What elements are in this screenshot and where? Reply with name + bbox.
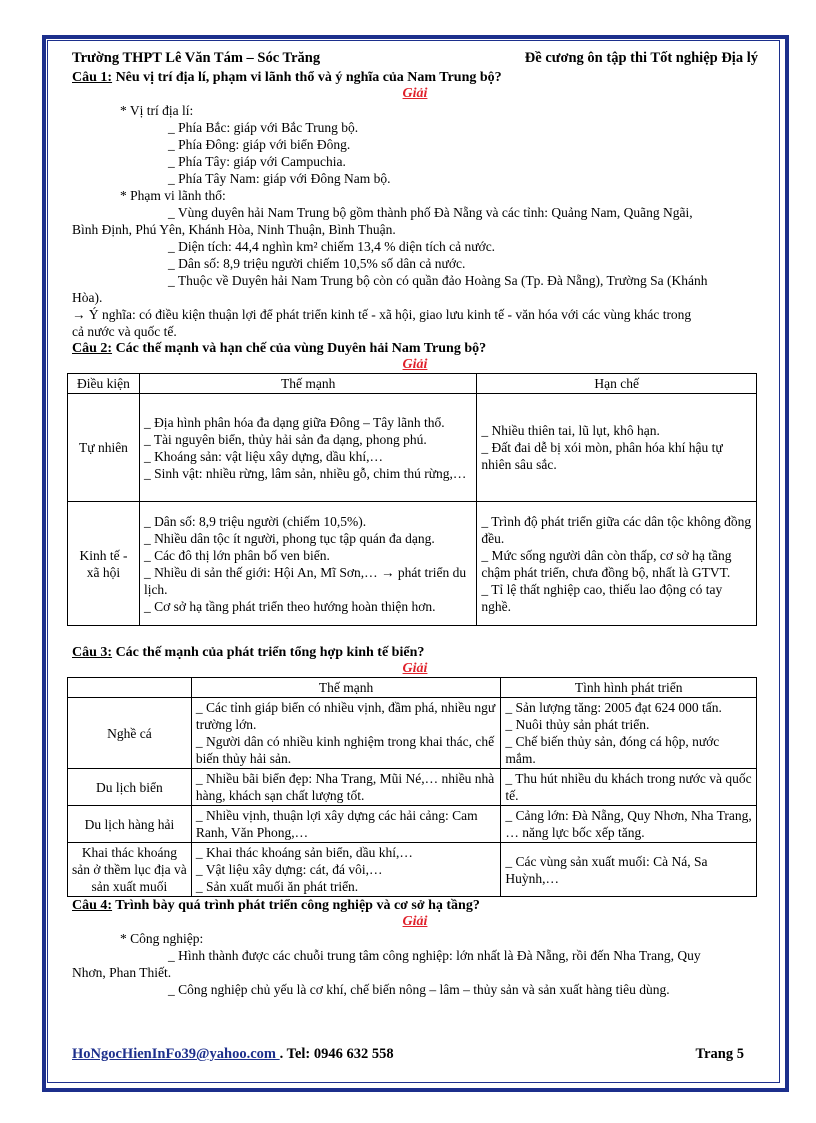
list-item: _ Phía Tây: giáp với Campuchia. <box>168 154 346 169</box>
question-text: Các thế mạnh và hạn chế của vùng Duyên hải Nam Trung bộ? <box>112 341 487 356</box>
cell-line: _ Người dân có nhiều kinh nghiệm trong khai thác, chế biến thủy hải sản. <box>195 734 495 766</box>
page-footer <box>72 1046 744 1063</box>
col-header <box>68 678 192 698</box>
contact <box>72 1046 394 1063</box>
table-row <box>68 806 757 843</box>
answer-heading: Giải <box>402 914 428 929</box>
cell-line: _ Trình độ phát triển giữa các dân tộc không đồng đều. <box>481 513 752 546</box>
cell-line: _ Cảng lớn: Đà Nẵng, Quy Nhơn, Nha Trang, … năng lực bốc xếp tăng. <box>505 808 752 840</box>
col-header: Tình hình phát triển <box>501 678 757 698</box>
list-item-cont: Nhơn, Phan Thiết. <box>72 965 172 980</box>
cell-line: _ Vật liệu xây dựng: cát, đá vôi,… <box>195 862 383 877</box>
cell-line: _ Địa hình phân hóa đa dạng giữa Đông – Tây lãnh thổ. <box>143 414 445 430</box>
table-header <box>68 678 757 698</box>
limits-cell <box>477 394 757 502</box>
answer-heading: Giải <box>402 86 428 101</box>
row-label: Kinh tế - xã hội <box>68 502 140 626</box>
cell-line: _ Tỉ lệ thất nghiệp cao, thiếu lao động có tay nghề. <box>481 581 723 614</box>
cell-line: _ Sinh vật: nhiều rừng, lâm sản, nhiều gỗ, chim thú rừng,… <box>143 465 467 481</box>
question-number: Câu 1: <box>72 70 113 85</box>
section-title: * Công nghiệp: <box>120 931 204 946</box>
cell-line: _ Nhiều dân tộc ít người, phong tục tập quán đa dạng. <box>143 530 435 546</box>
strengths-cell <box>191 843 501 897</box>
significance: → Ý nghĩa: có điều kiện thuận lợi để phát triển kinh tế - xã hội, giao lưu kinh tế - văn hóa với các vùng khác trong <box>72 307 692 322</box>
question-text: Các thế mạnh của phát triển tổng hợp kinh tế biển? <box>112 645 425 660</box>
list-item: _ Phía Tây Nam: giáp với Đông Nam bộ. <box>168 171 391 186</box>
list-item: _ Phía Đông: giáp với biển Đông. <box>168 137 351 152</box>
dev-cell <box>501 843 757 897</box>
page-number: Trang 5 <box>695 1046 744 1062</box>
cell-line: _ Sản xuất muối ăn phát triển. <box>195 879 359 894</box>
list-item-cont: Hòa). <box>72 290 103 305</box>
strengths-cell <box>191 698 501 769</box>
cell-line: _ Nhiều vịnh, thuận lợi xây dựng các hải cảng: Cam Ranh, Văn Phong,… <box>195 808 478 840</box>
table-strengths-limits <box>67 373 757 626</box>
cell-line: _ Nhiều di sản thế giới: Hội An, Mĩ Sơn,… → phát triển du lịch. <box>143 564 467 597</box>
question-1 <box>72 69 758 86</box>
table-row <box>68 769 757 806</box>
strengths-cell <box>191 806 501 843</box>
row-label: Tự nhiên <box>68 394 140 502</box>
question-3 <box>72 644 758 661</box>
cell-line: _ Tài nguyên biển, thủy hải sản đa dạng, phong phú. <box>143 431 427 447</box>
col-header: Điều kiện <box>68 374 140 394</box>
school-name: Trường THPT Lê Văn Tám – Sóc Trăng <box>72 50 321 66</box>
list-item: _ Phía Bắc: giáp với Bắc Trung bộ. <box>168 120 359 135</box>
cell-line: _ Khai thác khoáng sản biển, dầu khí,… <box>195 845 413 860</box>
row-label: Nghề cá <box>68 698 192 769</box>
table-marine-economy <box>67 677 757 897</box>
question-2 <box>72 340 758 357</box>
list-item: _ Công nghiệp chủ yếu là cơ khí, chế biến nông – lâm – thủy sản và sản xuất hàng tiêu dùng. <box>168 982 670 997</box>
cell-line: _ Mức sống người dân còn thấp, cơ sở hạ tầng chậm phát triển, chưa đồng bộ, nhất là GTVT. <box>481 547 732 580</box>
question-4 <box>72 897 758 914</box>
list-item-cont: Bình Định, Phú Yên, Khánh Hòa, Ninh Thuận, Bình Thuận. <box>72 222 396 237</box>
cell-line: _ Các vùng sản xuất muối: Cà Ná, Sa Huỳnh,… <box>505 853 708 886</box>
cell-line: _ Nuôi thủy sản phát triển. <box>505 717 650 732</box>
cell-line: _ Nhiều bãi biển đẹp: Nha Trang, Mũi Né,… nhiều nhà hàng, khách sạn chất lượng tốt. <box>195 771 495 803</box>
answer-heading: Giải <box>402 357 428 372</box>
significance-cont: cả nước và quốc tế. <box>72 324 177 339</box>
cell-line: _ Dân số: 8,9 triệu người (chiếm 10,5%). <box>143 513 367 529</box>
dev-cell <box>501 806 757 843</box>
page-header <box>72 50 758 69</box>
table-row <box>68 394 757 502</box>
phone: . Tel: 0946 632 558 <box>279 1046 394 1062</box>
document-title: Đề cương ôn tập thi Tốt nghiệp Địa lý <box>524 50 758 66</box>
cell-line: _ Chế biến thủy sản, đóng cá hộp, nước mắm. <box>505 734 720 766</box>
table-row <box>68 502 757 626</box>
section-title: * Phạm vi lãnh thổ: <box>120 188 226 203</box>
cell-line: _ Nhiều thiên tai, lũ lụt, khô hạn. <box>481 423 660 438</box>
cell-line: _ Thu hút nhiều du khách trong nước và quốc tế. <box>505 771 752 803</box>
row-label: Du lịch hàng hải <box>68 806 192 843</box>
cell-line: _ Các tỉnh giáp biển có nhiều vịnh, đầm phá, nhiều ngư trường lớn. <box>195 700 496 732</box>
question-number: Câu 2: <box>72 341 113 356</box>
question-number: Câu 3: <box>72 645 113 660</box>
dev-cell <box>501 698 757 769</box>
question-text: Nêu vị trí địa lí, phạm vi lãnh thổ và ý nghĩa của Nam Trung bộ? <box>112 70 502 85</box>
col-header: Thế mạnh <box>139 374 476 394</box>
list-item: _ Thuộc về Duyên hải Nam Trung bộ còn có quần đảo Hoàng Sa (Tp. Đà Nẵng), Trường Sa (Khánh <box>168 273 708 288</box>
limits-cell <box>477 502 757 626</box>
list-item: _ Vùng duyên hải Nam Trung bộ gồm thành phố Đà Nẵng và các tỉnh: Quảng Nam, Quãng Ngãi, <box>168 205 693 220</box>
col-header: Hạn chế <box>477 374 757 394</box>
cell-line: _ Các đô thị lớn phân bố ven biển. <box>143 547 330 563</box>
list-item: _ Diện tích: 44,4 nghìn km² chiếm 13,4 % diện tích cả nước. <box>168 239 496 254</box>
section-title: * Vị trí địa lí: <box>120 103 194 118</box>
list-item: _ Dân số: 8,9 triệu người chiếm 10,5% số dân cả nước. <box>168 256 466 271</box>
answer-heading: Giải <box>402 661 428 676</box>
row-label: Du lịch biển <box>68 769 192 806</box>
cell-line: _ Khoáng sản: vật liệu xây dựng, dầu khí,… <box>143 448 383 464</box>
strengths-cell <box>191 769 501 806</box>
table-row <box>68 698 757 769</box>
email-link[interactable]: HoNgocHienInFo39@yahoo.com <box>72 1046 280 1062</box>
strengths-cell <box>139 502 476 626</box>
question-number: Câu 4: <box>72 898 113 913</box>
list-item: _ Hình thành được các chuỗi trung tâm công nghiệp: lớn nhất là Đà Nẵng, rồi đến Nha Trang, Quy <box>168 948 701 963</box>
page-content <box>72 50 758 998</box>
table-header <box>68 374 757 394</box>
col-header: Thế mạnh <box>191 678 501 698</box>
strengths-cell <box>139 394 476 502</box>
dev-cell <box>501 769 757 806</box>
cell-line: _ Đất đai dễ bị xói mòn, phân hóa khí hậu tự nhiên sâu sắc. <box>481 440 723 472</box>
cell-line: _ Sản lượng tăng: 2005 đạt 624 000 tấn. <box>505 700 722 715</box>
question-text: Trình bày quá trình phát triển công nghiệp và cơ sở hạ tầng? <box>112 898 480 913</box>
table-row <box>68 843 757 897</box>
row-label: Khai thác khoáng sản ở thềm lục địa và sản xuất muối <box>68 843 192 897</box>
cell-line: _ Cơ sở hạ tầng phát triển theo hướng hoàn thiện hơn. <box>143 598 436 614</box>
